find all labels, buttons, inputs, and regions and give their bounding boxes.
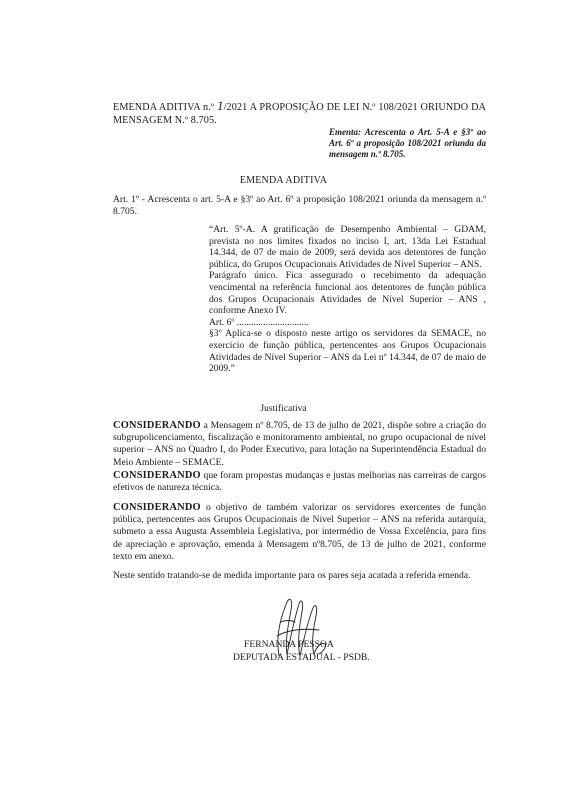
considerando-paragraph-2 [113,470,486,494]
handwritten-number: 1 [216,98,224,113]
quote-paragraph-art5a: “Art. 5º-A. A gratificação de Desempenho Ambiental – GDAM, prevista no nos limites fixados no inciso I, art. 13da Lei Estadual 14.344, de 07 de maio de 2009, será devida aos detentores de função pública, do Grupos Ocupacionais Atividades de Nível Superior – ANS. [209,224,486,270]
considerando-text-1: a Mensagem nº 8.705, de 13 de julho de 2021, dispõe sobre a criação do subgrupolicenciamento, fiscalização e monitoramento ambiental, no grupo ocupacional de nível superior – ANS no Quadro I, do Poder Executivo, para lotação na Superintendência Estadual do Meio Ambiente – SEMACE. [113,420,486,468]
considerando-text-3: o objetivo de também valorizar os servidores exercentes de função pública, pertencentes aos Grupos Ocupacionais de Nível Superior – ANS na referida autarquia, submeto a essa Augusta Assembleia Legislativa, por intermédio de Vossa Excelência, para fins de apreciação e aprovação, emenda à Mensagem nº8.705, de 13 de julho de 2021, conforme texto em anexo. [113,502,486,562]
quote-paragraph-par3: §3º Aplica-se o disposto neste artigo os servidores da SEMACE, no exercício de função pública, pertencentes aos Grupos Ocupacionais Atividades de Nível Superior – ANS da Lei nº 14.344, de 07 de maio de 2009.” [209,328,486,375]
considerando-paragraph-1 [113,420,486,469]
heading-prefix: EMENDA ADITIVA n.º [113,102,217,113]
considerando-keyword: CONSIDERANDO [113,470,201,481]
amendment-title: EMENDA ADITIVA [239,175,328,186]
quoted-text-block [209,224,486,375]
signatory-name: FERNANDA PESSOA [244,639,334,650]
signatory-role: DEPUTADA ESTADUAL - PSDB. [233,652,370,663]
considerando-text-2: que foram propostas mudanças e justas melhorias nas carreiras de cargos efetivos de natureza técnica. [113,470,486,494]
article-1: Art. 1º - Acrescenta o art. 5-A e §3º ao Art. 6º a proposição 108/2021 oriunda da mensagem n.º 8.705. [113,194,486,218]
considerando-paragraph-3 [113,502,486,563]
quote-paragraph-unico: Parágrafo único. Fica assegurado o recebimento da adequação vencimental na referência funcional aos detentores de função pública dos Grupos Ocupacionais Atividades de Nível Superior – ANS , conforme Anexo IV. [209,270,486,317]
closing-paragraph: Neste sentido tratando-se de medida importante para os pares seja acatada a referida emenda. [113,570,471,581]
considerando-keyword: CONSIDERANDO [113,502,201,513]
heading-suffix: /2021 A PROPOSIÇÃO DE LEI N.º 108/2021 ORIUNDO DA MENSAGEM N.º 8.705. [113,102,486,126]
justificativa-title: Justificativa [260,403,307,414]
quote-paragraph-art6: Art. 6º .............................. [209,316,309,328]
ementa: Ementa: Acrescenta o Art. 5-A e §3º ao Art. 6º a proposição 108/2021 oriunda da mensagem n.º 8.705. [329,127,486,160]
considerando-keyword: CONSIDERANDO [113,420,201,431]
document-heading [113,98,486,128]
